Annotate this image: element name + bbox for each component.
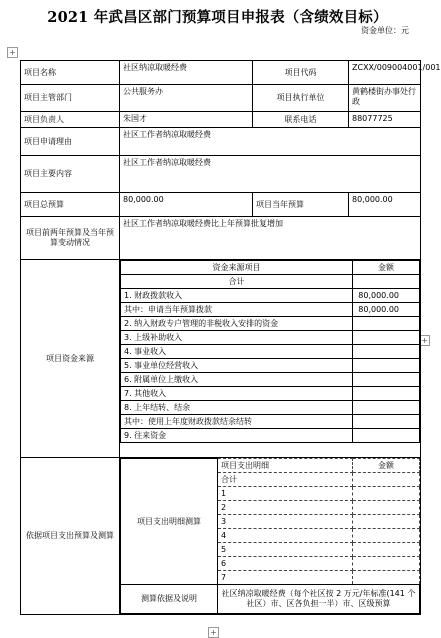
funding-item-label: 4. 事业收入 [121, 345, 353, 359]
table-row [121, 387, 420, 401]
table-row [121, 459, 420, 473]
table-row [121, 261, 420, 275]
table-row [121, 275, 420, 289]
basis-value[interactable]: 社区纳凉取暖经费（每个社区按 2 万元/年标准(141 个社区）市、区各负担一半）市、区级预算 [218, 585, 420, 614]
exec-unit-value[interactable]: 黄鹤楼街办事处行政 [349, 85, 421, 112]
expense-item-amount[interactable] [353, 529, 420, 543]
reason-value[interactable]: 社区工作者纳凉取暖经费 [120, 128, 421, 156]
table-row [21, 193, 421, 217]
expense-section-label: 依据项目支出预算及测算 [21, 458, 120, 615]
funding-item-amount[interactable] [353, 373, 420, 387]
funding-item-amount[interactable] [353, 429, 420, 443]
expense-item-label: 6 [218, 557, 353, 571]
project-name-label: 项目名称 [21, 61, 120, 85]
page-title: 2021 年武昌区部门预算项目申报表（含绩效目标） [47, 9, 388, 26]
reason-label: 项目申请理由 [21, 128, 120, 156]
funding-item-amount[interactable] [353, 317, 420, 331]
funding-item-amount[interactable]: 80,000.00 [353, 289, 420, 303]
content-label: 项目主要内容 [21, 156, 120, 193]
table-row [21, 217, 421, 260]
budget-change-label: 项目前两年预算及当年预算变动情况 [21, 217, 120, 260]
expense-detail-label: 项目支出明细测算 [121, 459, 218, 585]
year-budget-label: 项目当年预算 [253, 193, 349, 217]
table-row [121, 429, 420, 443]
funding-item-label: 合计 [121, 275, 353, 289]
budget-table [20, 60, 441, 615]
expense-item-amount[interactable] [353, 515, 420, 529]
funding-item-label: 6. 附属单位上缴收入 [121, 373, 353, 387]
expense-item-label: 3 [218, 515, 353, 529]
funding-header-item: 资金来源项目 [121, 261, 353, 275]
funding-item-amount[interactable] [353, 331, 420, 345]
expense-item-amount[interactable] [353, 501, 420, 515]
funding-item-label: 其中：申请当年预算拨款 [121, 303, 353, 317]
funding-item-amount[interactable] [353, 415, 420, 429]
table-row [21, 112, 421, 128]
table-row [121, 289, 420, 303]
owner-label: 项目负责人 [21, 112, 120, 128]
expense-item-label: 7 [218, 571, 353, 585]
table-row [21, 85, 421, 112]
funding-item-amount[interactable] [353, 387, 420, 401]
funding-item-label: 3. 上级补助收入 [121, 331, 353, 345]
expense-item-label: 4 [218, 529, 353, 543]
table-row [121, 345, 420, 359]
expense-section [21, 458, 421, 615]
currency-unit-label: 资金单位：元 [361, 26, 409, 35]
expense-item-amount[interactable] [353, 557, 420, 571]
funding-item-label: 5. 事业单位经营收入 [121, 359, 353, 373]
dept-label: 项目主管部门 [21, 85, 120, 112]
project-name-value[interactable]: 社区纳凉取暖经费 [120, 61, 253, 85]
table-row [121, 373, 420, 387]
table-row [21, 61, 421, 85]
expense-item-label: 1 [218, 487, 353, 501]
total-budget-value[interactable]: 80,000.00 [120, 193, 253, 217]
table-row [121, 585, 420, 614]
content-value[interactable]: 社区工作者纳凉取暖经费 [120, 156, 421, 193]
table-row [121, 303, 420, 317]
add-row-handle-right[interactable]: + [419, 335, 430, 346]
expense-item-amount[interactable] [353, 487, 420, 501]
funding-item-label: 1. 财政拨款收入 [121, 289, 353, 303]
funding-item-amount[interactable] [353, 345, 420, 359]
budget-change-value[interactable]: 社区工作者纳凉取暖经费比上年预算批复增加 [120, 217, 421, 260]
funding-item-label: 2. 纳入财政专户管理的非税收入安排的资金 [121, 317, 353, 331]
expense-table [120, 458, 420, 614]
basis-label: 测算依据及说明 [121, 585, 218, 614]
expense-item-amount[interactable] [353, 571, 420, 585]
project-code-value[interactable]: ZCXX/009004001/001 [349, 61, 421, 85]
phone-value[interactable]: 88077725 [349, 112, 421, 128]
add-row-handle-bottom[interactable]: + [208, 627, 219, 638]
expense-item-amount[interactable] [353, 473, 420, 487]
table-row [121, 331, 420, 345]
funding-item-amount[interactable]: 80,000.00 [353, 303, 420, 317]
table-row [121, 415, 420, 429]
table-row [121, 317, 420, 331]
funding-section [21, 260, 421, 458]
funding-item-label: 8. 上年结转、结余 [121, 401, 353, 415]
total-budget-label: 项目总预算 [21, 193, 120, 217]
table-row [121, 401, 420, 415]
exec-unit-label: 项目执行单位 [253, 85, 349, 112]
expense-item-label: 2 [218, 501, 353, 515]
funding-table [120, 260, 420, 443]
table-move-handle[interactable]: + [7, 47, 18, 58]
expense-item-amount[interactable] [353, 543, 420, 557]
funding-item-label: 其中：使用上年度财政拨款结余结转 [121, 415, 353, 429]
funding-section-label: 项目资金来源 [21, 260, 120, 458]
year-budget-value[interactable]: 80,000.00 [349, 193, 421, 217]
funding-header-amount: 金额 [353, 261, 420, 275]
funding-item-amount[interactable] [353, 359, 420, 373]
funding-item-label: 7. 其他收入 [121, 387, 353, 401]
owner-value[interactable]: 朱国才 [120, 112, 253, 128]
funding-item-label: 9. 往来资金 [121, 429, 353, 443]
table-row [21, 128, 421, 156]
phone-label: 联系电话 [253, 112, 349, 128]
expense-header-amount: 金额 [353, 459, 420, 473]
expense-item-label: 5 [218, 543, 353, 557]
table-row [21, 156, 421, 193]
funding-item-amount[interactable] [353, 275, 420, 289]
funding-item-amount[interactable] [353, 401, 420, 415]
expense-header-item: 项目支出明细 [218, 459, 353, 473]
project-code-label: 项目代码 [253, 61, 349, 85]
table-row [121, 359, 420, 373]
expense-item-label: 合计 [218, 473, 353, 487]
dept-value[interactable]: 公共服务办 [120, 85, 253, 112]
